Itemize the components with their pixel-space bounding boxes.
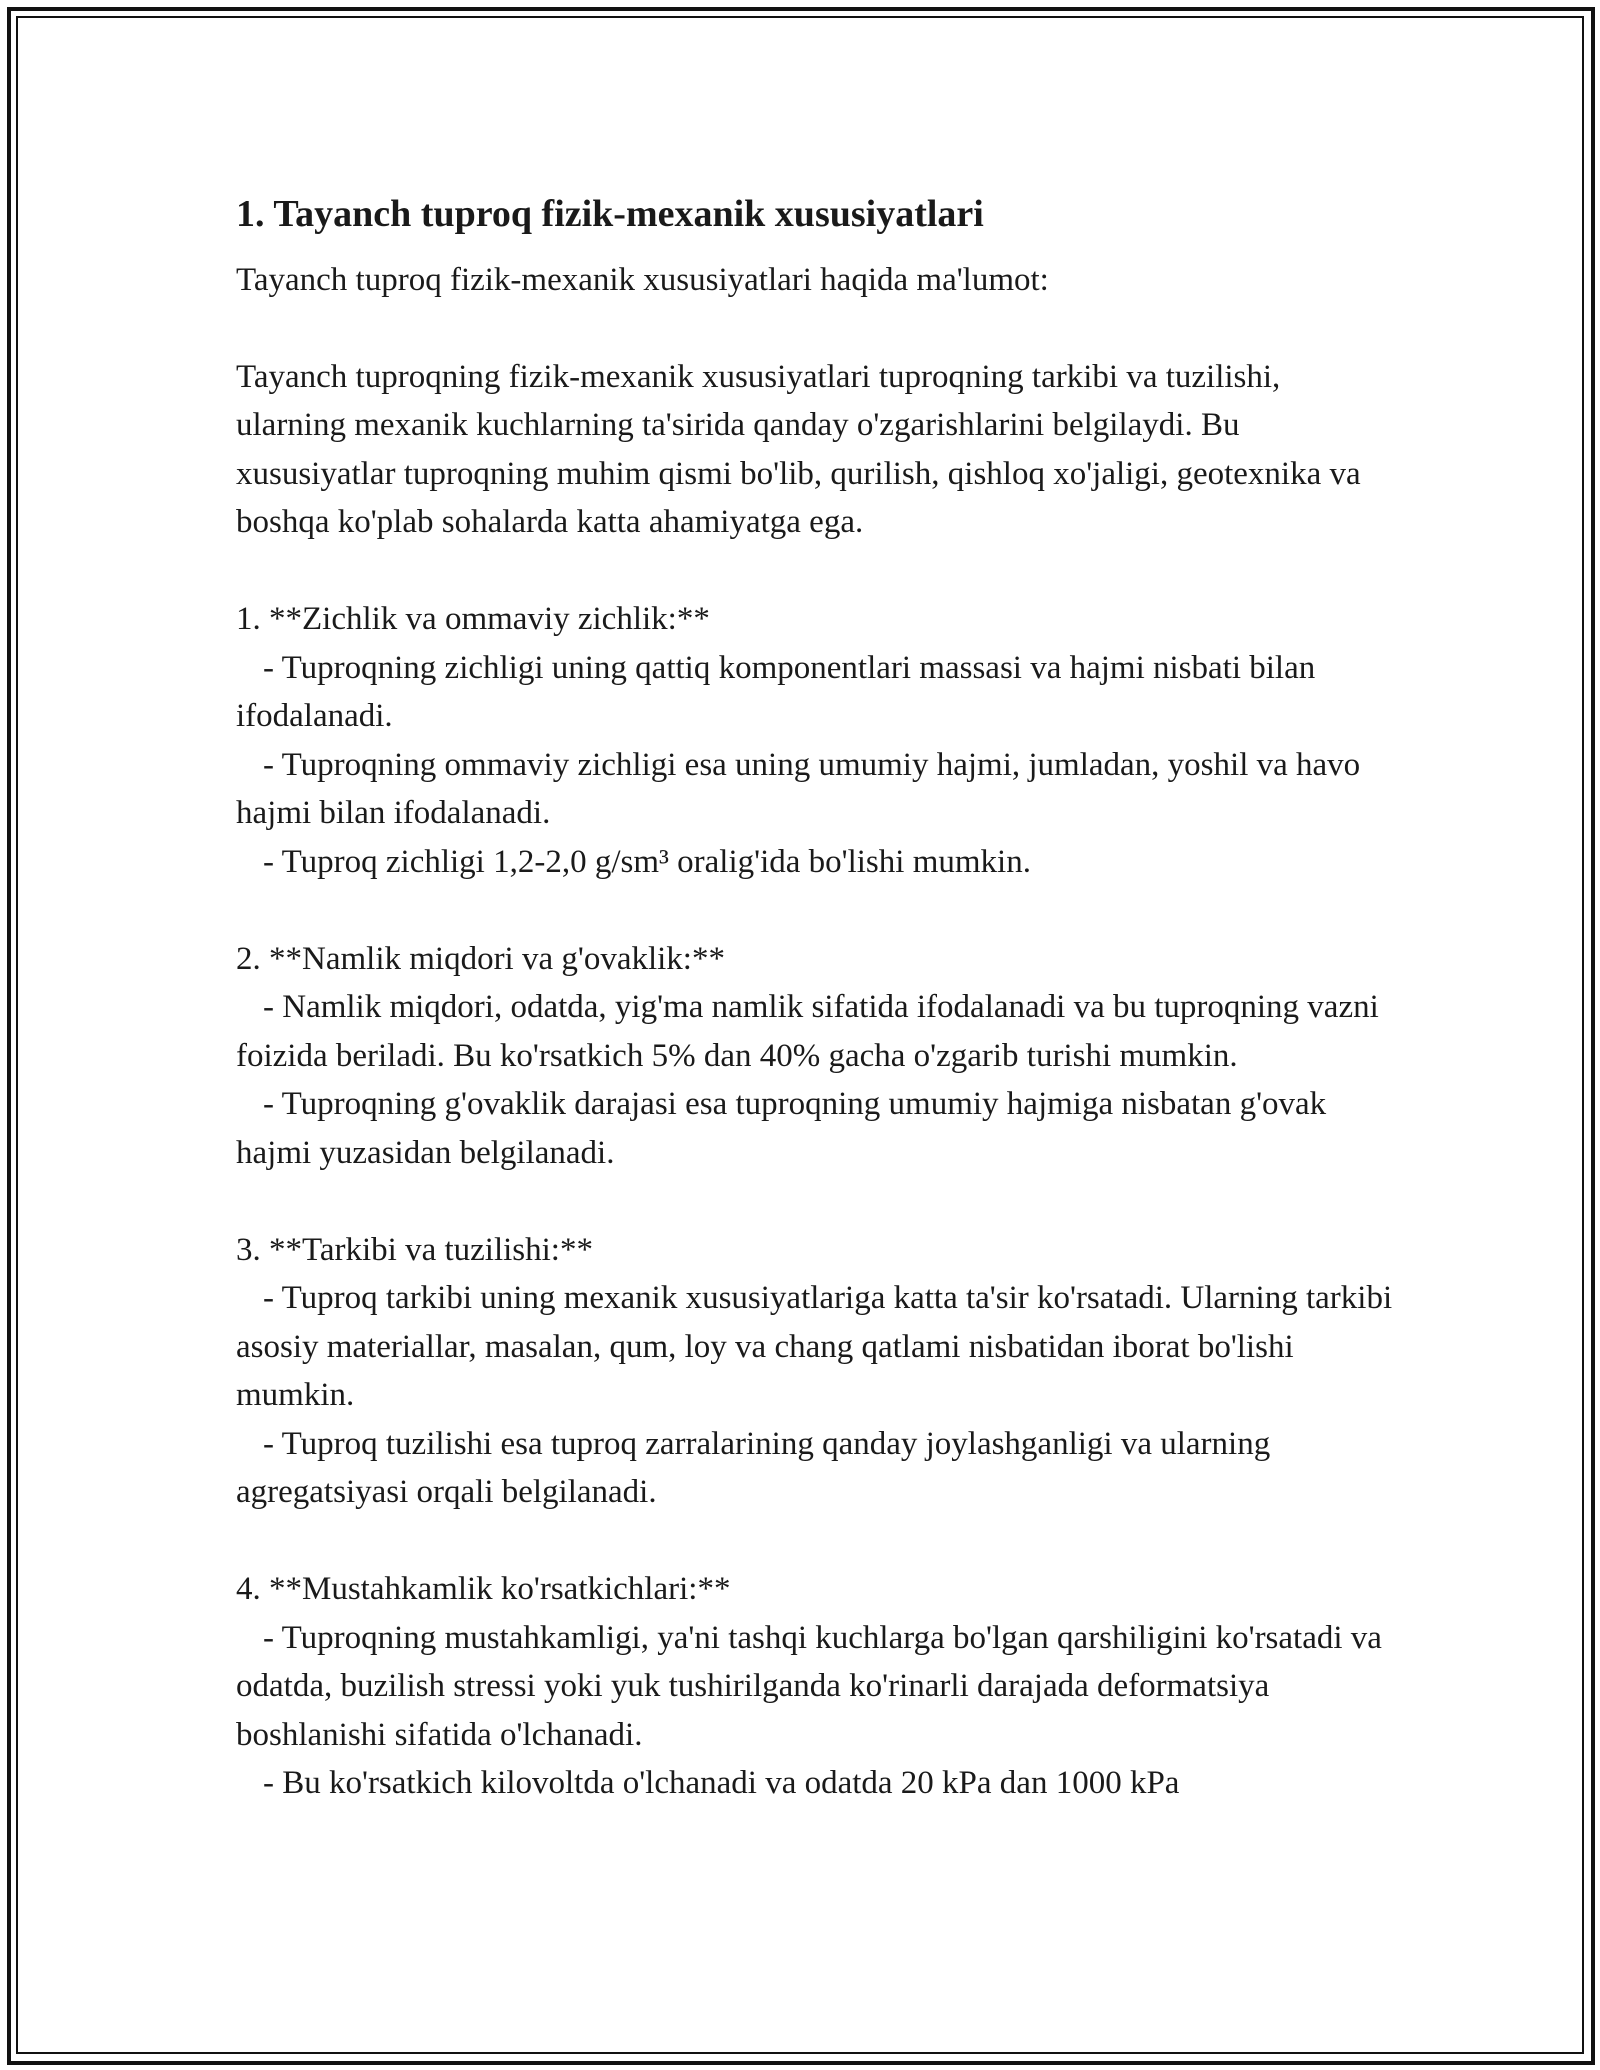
section-heading: 4. **Mustahkamlik ko'rsatkichlari:** — [236, 1571, 731, 1608]
bullet-item: - Tuproq zichligi 1,2-2,0 g/sm³ oralig'ida bo'lishi mumkin. — [263, 843, 1031, 880]
section-density — [236, 595, 1396, 886]
bullet-item: - Tuproqning zichligi uning qattiq komponentlari massasi va hajmi nisbati bilan ifodalanadi. — [236, 649, 1316, 735]
bullet-item: - Tuproqning ommaviy zichligi esa uning umumiy hajmi, jumladan, yoshil va havo hajmi bilan ifodalanadi. — [236, 746, 1361, 832]
intro-line: Tayanch tuproq fizik-mexanik xususiyatlari haqida ma'lumot: — [236, 261, 1049, 298]
bullet-item: - Tuproqning g'ovaklik darajasi esa tuproqning umumiy hajmiga nisbatan g'ovak hajmi yuzasidan belgilanadi. — [236, 1086, 1327, 1171]
section-heading: 1. **Zichlik va ommaviy zichlik:** — [236, 601, 710, 638]
section-heading: 3. **Tarkibi va tuzilishi:** — [236, 1231, 593, 1268]
bullet-item: - Tuproq tarkibi uning mexanik xususiyatlariga katta ta'sir ko'rsatadi. Ularning tarkibi asosiy materiallar, masalan, qum, loy va chang qatlami nisbatidan iborat bo'lishi mumkin. — [236, 1280, 1393, 1414]
document-title: 1. Tayanch tuproq fizik-mexanik xususiyatlari — [236, 193, 984, 235]
section-heading: 2. **Namlik miqdori va g'ovaklik:** — [236, 940, 725, 977]
section-moisture — [236, 935, 1396, 1178]
bullet-item: - Bu ko'rsatkich kilovoltda o'lchanadi va odatda 20 kPa dan 1000 kPa — [263, 1765, 1180, 1802]
bullet-item: - Tuproq tuzilishi esa tuproq zarralarining qanday joylashganligi va ularning agregatsiyasi orqali belgilanadi. — [236, 1425, 1271, 1511]
section-strength — [236, 1565, 1396, 1808]
intro-paragraph: Tayanch tuproqning fizik-mexanik xususiyatlari tuproqning tarkibi va tuzilishi, ularning mexanik kuchlarning ta'sirida qanday o'zgarishlarini belgilaydi. Bu xususiyatlar tuproqning muhim qismi bo'lib, qurilish, qishloq xo'jaligi, geotexnika va boshqa ko'plab sohalarda katta ahamiyatga ega. — [236, 358, 1361, 541]
section-composition — [236, 1226, 1396, 1517]
bullet-item: - Namlik miqdori, odatda, yig'ma namlik sifatida ifodalanadi va bu tuproqning vazni foizida beriladi. Bu ko'rsatkich 5% dan 40% gacha o'zgarib turishi mumkin. — [236, 989, 1379, 1074]
document-body — [236, 180, 1396, 1808]
bullet-item: - Tuproqning mustahkamligi, ya'ni tashqi kuchlarga bo'lgan qarshiligini ko'rsatadi va odatda, buzilish stressi yoki yuk tushirilganda ko'rinarli darajada deformatsiya boshlanishi sifatida o'lchanadi. — [236, 1619, 1382, 1753]
